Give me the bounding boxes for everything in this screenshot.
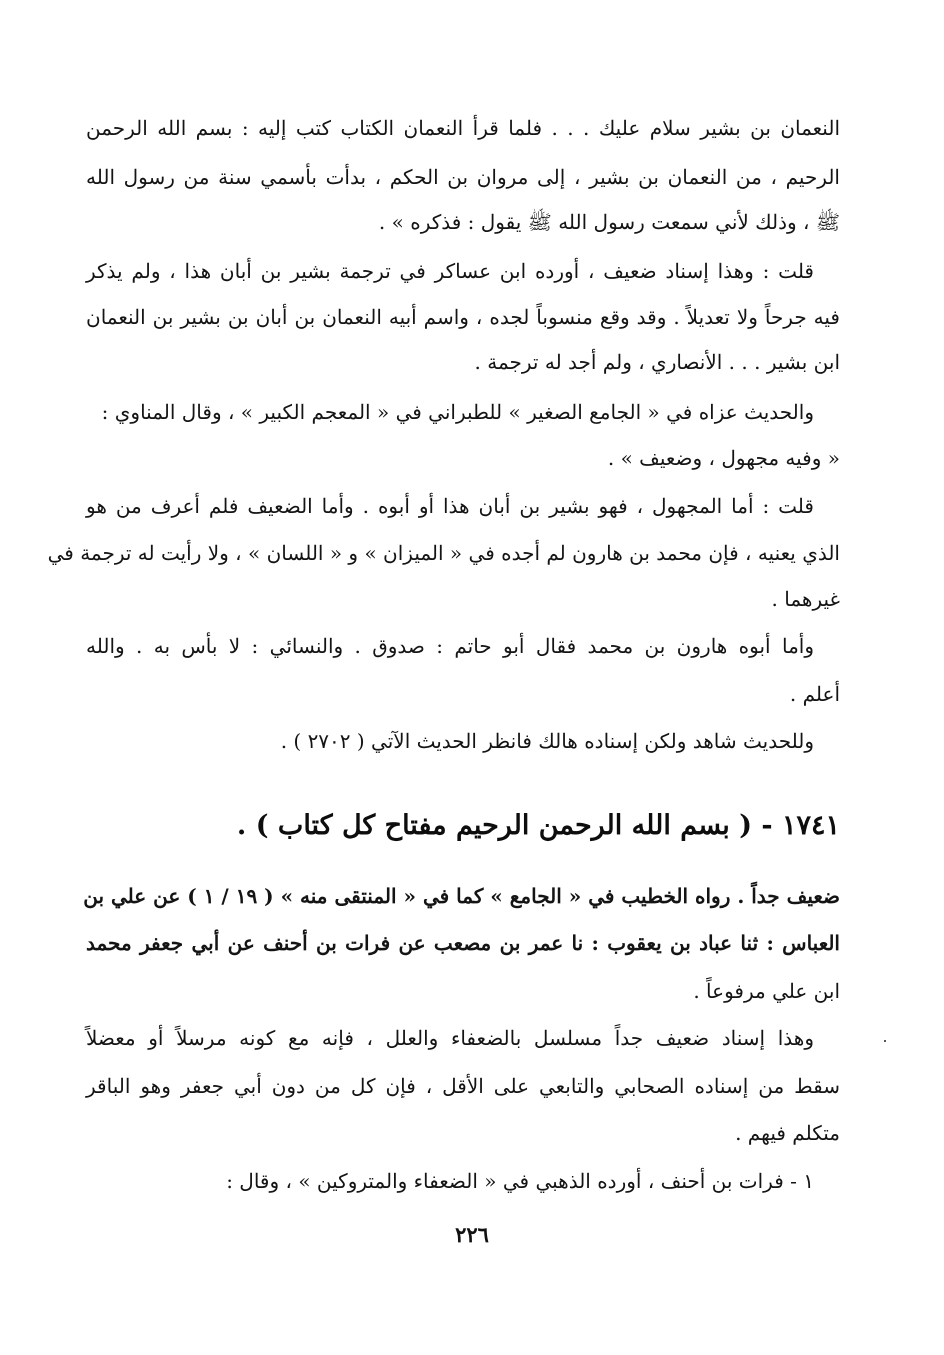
text-line: النعمان بن بشير سلام عليك . . . فلما قرأ النعمان الكتاب كتب إليه : بسم الله الرحمن <box>86 116 840 140</box>
page-number: ٢٢٦ <box>455 1222 489 1247</box>
margin-mark <box>884 1040 886 1042</box>
text-line: قلت : وهذا إسناد ضعيف ، أورده ابن عساكر في ترجمة بشير بن أبان هذا ، ولم يذكر <box>86 259 814 283</box>
text-line: قلت : أما المجهول ، فهو بشير بن أبان هذا أو أبوه . وأما الضعيف فلم أعرف من هو <box>86 494 814 518</box>
text-line: ١ - فرات بن أحنف ، أورده الذهبي في « الضعفاء والمتروكين » ، وقال : <box>226 1169 814 1193</box>
text-line: وهذا إسناد ضعيف جداً مسلسل بالضعفاء والعلل ، فإنه مع كونه مرسلاً أو معضلاً <box>86 1026 815 1050</box>
text-line: ابن بشير . . . الأنصاري ، ولم أجد له ترجمة . <box>474 350 840 374</box>
text-line: الرحيم ، من النعمان بن بشير ، إلى مروان بن الحكم ، بدأت بأسمي سنة من رسول الله <box>86 165 840 189</box>
text-line: ضعيف جداً . رواه الخطيب في « الجامع » كما في « المنتقى منه » ( ١٩ / ١ ) عن علي بن <box>83 884 840 908</box>
text-line: « وفيه مجهول ، وضعيف » . <box>607 446 840 470</box>
text-line: وأما أبوه هارون بن محمد فقال أبو حاتم : صدوق . والنسائي : لا بأس به . والله <box>86 634 814 658</box>
text-line: متكلم فيهم . <box>735 1121 840 1145</box>
text-line: الذي يعنيه ، فإن محمد بن هارون لم أجده في « الميزان » و « اللسان » ، ولا رأيت له ترجمة في <box>47 541 840 565</box>
text-line: العباس : ثنا عباد بن يعقوب : نا عمر بن مصعب عن فرات بن أحنف عن أبي جعفر محمد <box>86 931 840 955</box>
text-line: ابن علي مرفوعاً . <box>693 979 840 1003</box>
text-line: غيرهما . <box>771 587 840 611</box>
text-line: أعلم . <box>789 682 840 706</box>
hadith-heading: ١٧٤١ - ( بسم الله الرحمن الرحيم مفتاح كل كتاب ) . <box>236 810 840 841</box>
text-line: وللحديث شاهد ولكن إسناده هالك فانظر الحديث الآتي ( ٢٧٠٢ ) . <box>280 729 814 753</box>
text-line: والحديث عزاه في « الجامع الصغير » للطبراني في « المعجم الكبير » ، وقال المناوي : <box>101 400 814 424</box>
text-line: ﷺ ، وذلك لأني سمعت رسول الله ﷺ يقول : فذكره » . <box>378 210 840 234</box>
text-line: فيه جرحاً ولا تعديلاً . وقد وقع منسوباً لجده ، واسم أبيه النعمان بن أبان بن بشير بن النعمان <box>86 305 840 329</box>
text-line: سقط من إسناده الصحابي والتابعي على الأقل ، فإن كل من دون أبي جعفر وهو الباقر <box>86 1074 840 1098</box>
